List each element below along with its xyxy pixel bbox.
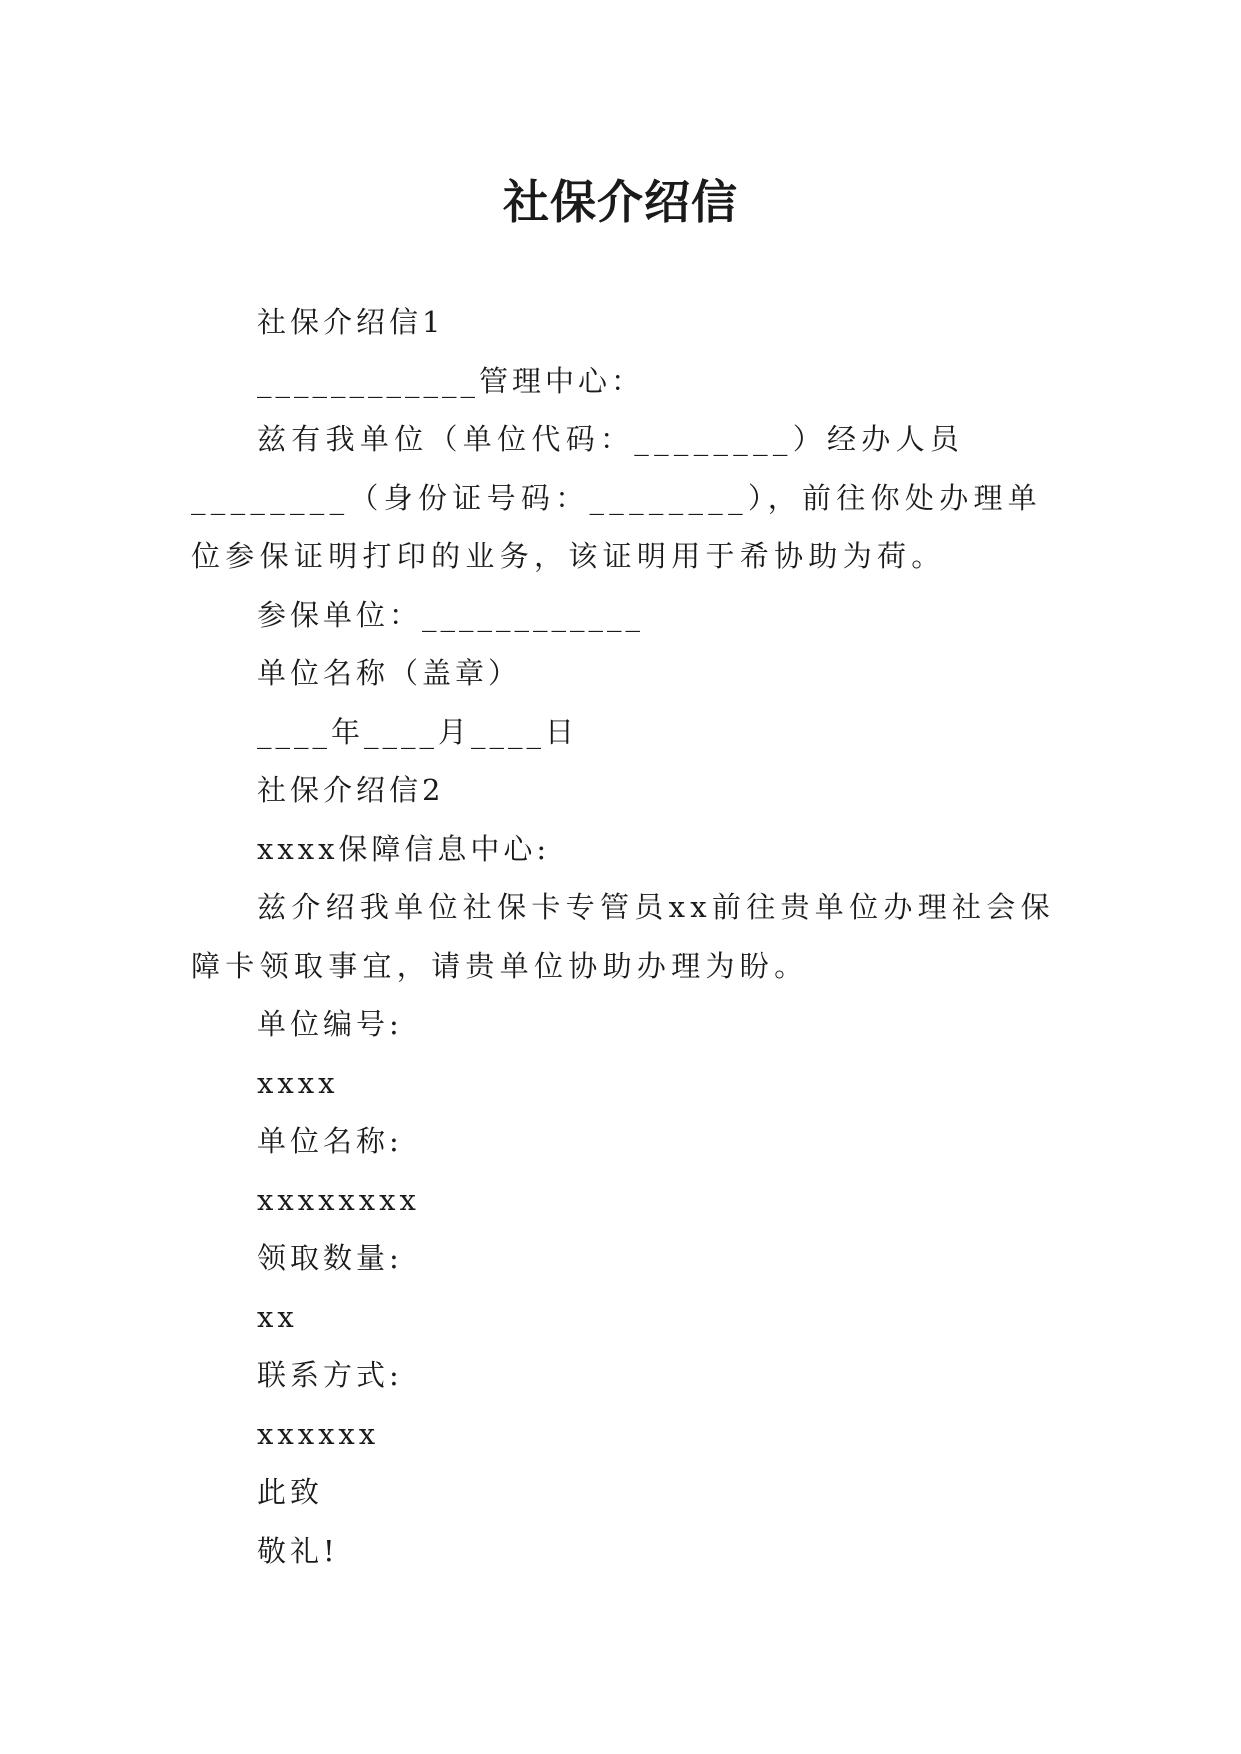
document-body [191,293,1061,1580]
date-line: ____年____月____日 [257,714,579,749]
insured-unit-line: 参保单位：____________ [257,597,645,632]
contact-label: 联系方式: [257,1358,403,1392]
closing-line-1: 此致 [257,1475,324,1509]
contact-value: xxxxxx [257,1416,380,1451]
letter-body-2: 兹介绍我单位社保卡专管员xx前往贵单位办理社会保障卡领取事宜，请贵单位协助办理为盼。 [191,890,1055,983]
quantity-label: 领取数量: [257,1241,403,1275]
section-heading-2: 社保介绍信2 [257,773,445,807]
quantity-value: xx [257,1299,298,1334]
closing-line-2: 敬礼! [257,1533,339,1568]
letter-body-1: 兹有我单位（单位代码：________）经办人员________（身份证号码：________），前往你处办理单位参保证明打印的业务，该证明用于希协助为荷。 [191,422,1043,573]
recipient-line-2: xxxx保障信息中心: [257,831,551,866]
recipient-line-1: ____________管理中心： [257,363,645,398]
unit-number-value: xxxx [257,1065,339,1100]
unit-name-seal-line: 单位名称（盖章） [257,656,522,690]
document-title: 社保介绍信 [503,174,738,229]
section-heading-1: 社保介绍信1 [257,305,445,339]
unit-number-label: 单位编号: [257,1007,403,1041]
unit-name-value: xxxxxxxx [257,1182,420,1217]
unit-name-label: 单位名称: [257,1124,403,1158]
